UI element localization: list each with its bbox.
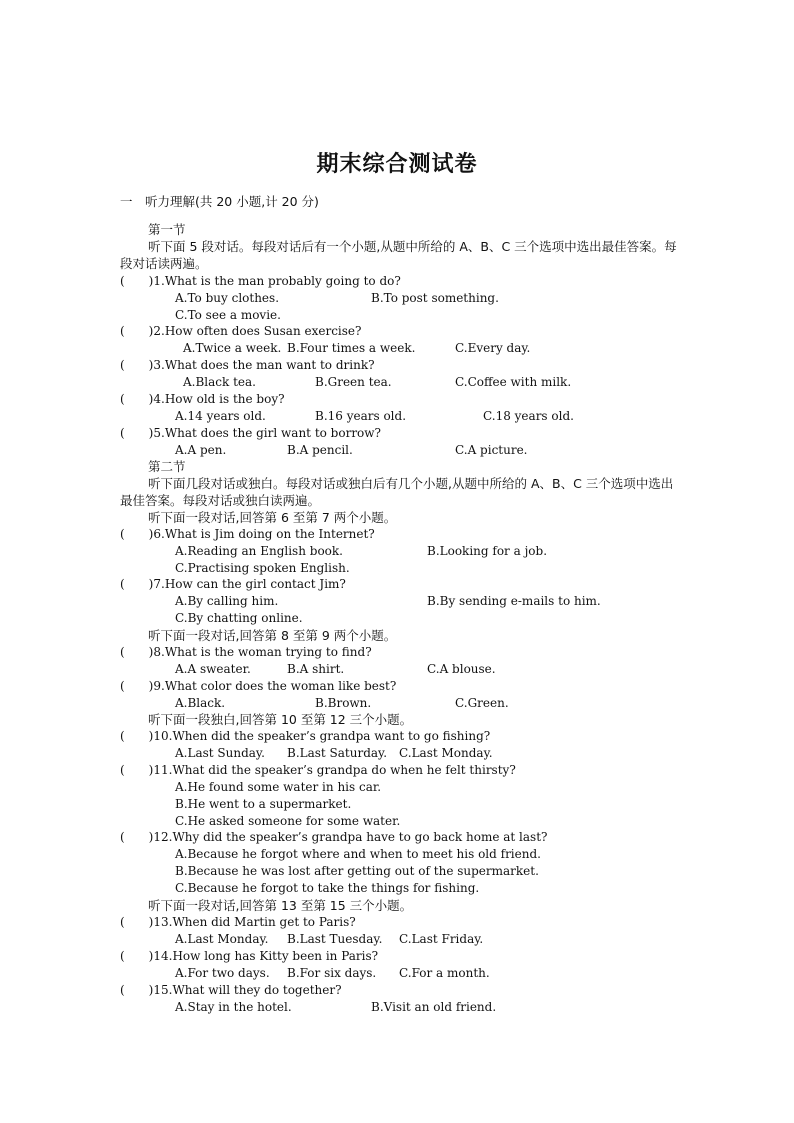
question-12-option-c: C.Because he forgot to take the things for fishing. [175, 881, 480, 895]
question-8-option-b: B.A shirt. [287, 662, 345, 676]
question-8-stem: ( )8.What is the woman trying to find? [120, 645, 372, 659]
question-15-stem: ( )15.What will they do together? [120, 983, 342, 997]
question-11-option-b: B.He went to a supermarket. [175, 797, 352, 811]
question-6-option-b: B.Looking for a job. [427, 544, 548, 558]
question-9-option-c: C.Green. [455, 696, 509, 710]
question-14-option-b: B.For six days. [287, 966, 377, 980]
question-14-option-a: A.For two days. [175, 966, 270, 980]
question-10-option-a: A.Last Sunday. [175, 746, 265, 760]
question-7-option-b: B.By sending e-mails to him. [427, 594, 601, 608]
question-1-stem: ( )1.What is the man probably going to do? [120, 274, 401, 288]
question-7-option-c: C.By chatting online. [175, 611, 303, 625]
section1-instruction: 听下面 5 段对话。每段对话后有一个小题,从题中所给的 A、B、C 三个选项中选出最佳答案。每段对话读两遍。 [120, 239, 677, 271]
question-12-stem: ( )12.Why did the speaker’s grandpa have to go back home at last? [120, 830, 548, 844]
question-14-stem: ( )14.How long has Kitty been in Paris? [120, 949, 379, 963]
question-3-stem: ( )3.What does the man want to drink? [120, 358, 375, 372]
question-13-option-c: C.Last Friday. [399, 932, 484, 946]
question-11-option-a: A.He found some water in his car. [175, 780, 382, 794]
question-12-option-a: A.Because he forgot where and when to meet his old friend. [175, 847, 541, 861]
question-3-option-b: B.Green tea. [315, 375, 392, 389]
question-2-stem: ( )2.How often does Susan exercise? [120, 324, 362, 338]
question-7-stem: ( )7.How can the girl contact Jim? [120, 577, 346, 591]
question-2-option-b: B.Four times a week. [287, 341, 416, 355]
question-9-option-a: A.Black. [175, 696, 226, 710]
question-2-option-c: C.Every day. [455, 341, 531, 355]
question-5-option-b: B.A pencil. [287, 443, 353, 457]
question-13-stem: ( )13.When did Martin get to Paris? [120, 915, 356, 929]
section2-group2-note: 听下面一段对话,回答第 8 至第 9 两个小题。 [148, 628, 397, 643]
question-14-option-c: C.For a month. [399, 966, 490, 980]
question-8-option-c: C.A blouse. [427, 662, 496, 676]
part1-heading: 一 听力理解(共 20 小题,计 20 分) [120, 194, 319, 209]
question-9-option-b: B.Brown. [315, 696, 372, 710]
question-4-option-b: B.16 years old. [315, 409, 407, 423]
question-8-option-a: A.A sweater. [175, 662, 251, 676]
question-3-option-a: A.Black tea. [183, 375, 256, 389]
question-11-stem: ( )11.What did the speaker’s grandpa do when he felt thirsty? [120, 763, 516, 777]
question-1-option-a: A.To buy clothes. [175, 291, 280, 305]
question-10-stem: ( )10.When did the speaker’s grandpa want to go fishing? [120, 729, 491, 743]
question-4-option-c: C.18 years old. [483, 409, 574, 423]
section2-group3-note: 听下面一段独白,回答第 10 至第 12 三个小题。 [148, 712, 413, 727]
question-1-option-b: B.To post something. [371, 291, 499, 305]
question-15-option-a: A.Stay in the hotel. [175, 1000, 292, 1014]
question-5-stem: ( )5.What does the girl want to borrow? [120, 426, 381, 440]
question-6-stem: ( )6.What is Jim doing on the Internet? [120, 527, 375, 541]
question-6-option-c: C.Practising spoken English. [175, 561, 350, 575]
question-3-option-c: C.Coffee with milk. [455, 375, 572, 389]
question-4-stem: ( )4.How old is the boy? [120, 392, 285, 406]
question-15-option-b: B.Visit an old friend. [371, 1000, 497, 1014]
section2-label: 第二节 [148, 459, 186, 474]
page-title: 期末综合测试卷 [316, 152, 478, 177]
question-5-option-a: A.A pen. [175, 443, 227, 457]
question-6-option-a: A.Reading an English book. [175, 544, 343, 558]
section2-group4-note: 听下面一段对话,回答第 13 至第 15 三个小题。 [148, 898, 413, 913]
question-12-option-b: B.Because he was lost after getting out of the supermarket. [175, 864, 539, 878]
question-10-option-b: B.Last Saturday. [287, 746, 388, 760]
section1-label: 第一节 [148, 222, 186, 237]
question-13-option-b: B.Last Tuesday. [287, 932, 383, 946]
question-5-option-c: C.A picture. [455, 443, 528, 457]
question-2-option-a: A.Twice a week. [183, 341, 282, 355]
question-10-option-c: C.Last Monday. [399, 746, 493, 760]
question-9-stem: ( )9.What color does the woman like best? [120, 679, 397, 693]
section2-instruction: 听下面几段对话或独白。每段对话或独白后有几个小题,从题中所给的 A、B、C 三个选项中选出最佳答案。每段对话或独白读两遍。 [120, 476, 674, 508]
question-7-option-a: A.By calling him. [175, 594, 279, 608]
question-1-option-c: C.To see a movie. [175, 308, 281, 322]
section2-group1-note: 听下面一段对话,回答第 6 至第 7 两个小题。 [148, 510, 397, 525]
question-4-option-a: A.14 years old. [175, 409, 266, 423]
question-13-option-a: A.Last Monday. [175, 932, 269, 946]
question-11-option-c: C.He asked someone for some water. [175, 814, 401, 828]
